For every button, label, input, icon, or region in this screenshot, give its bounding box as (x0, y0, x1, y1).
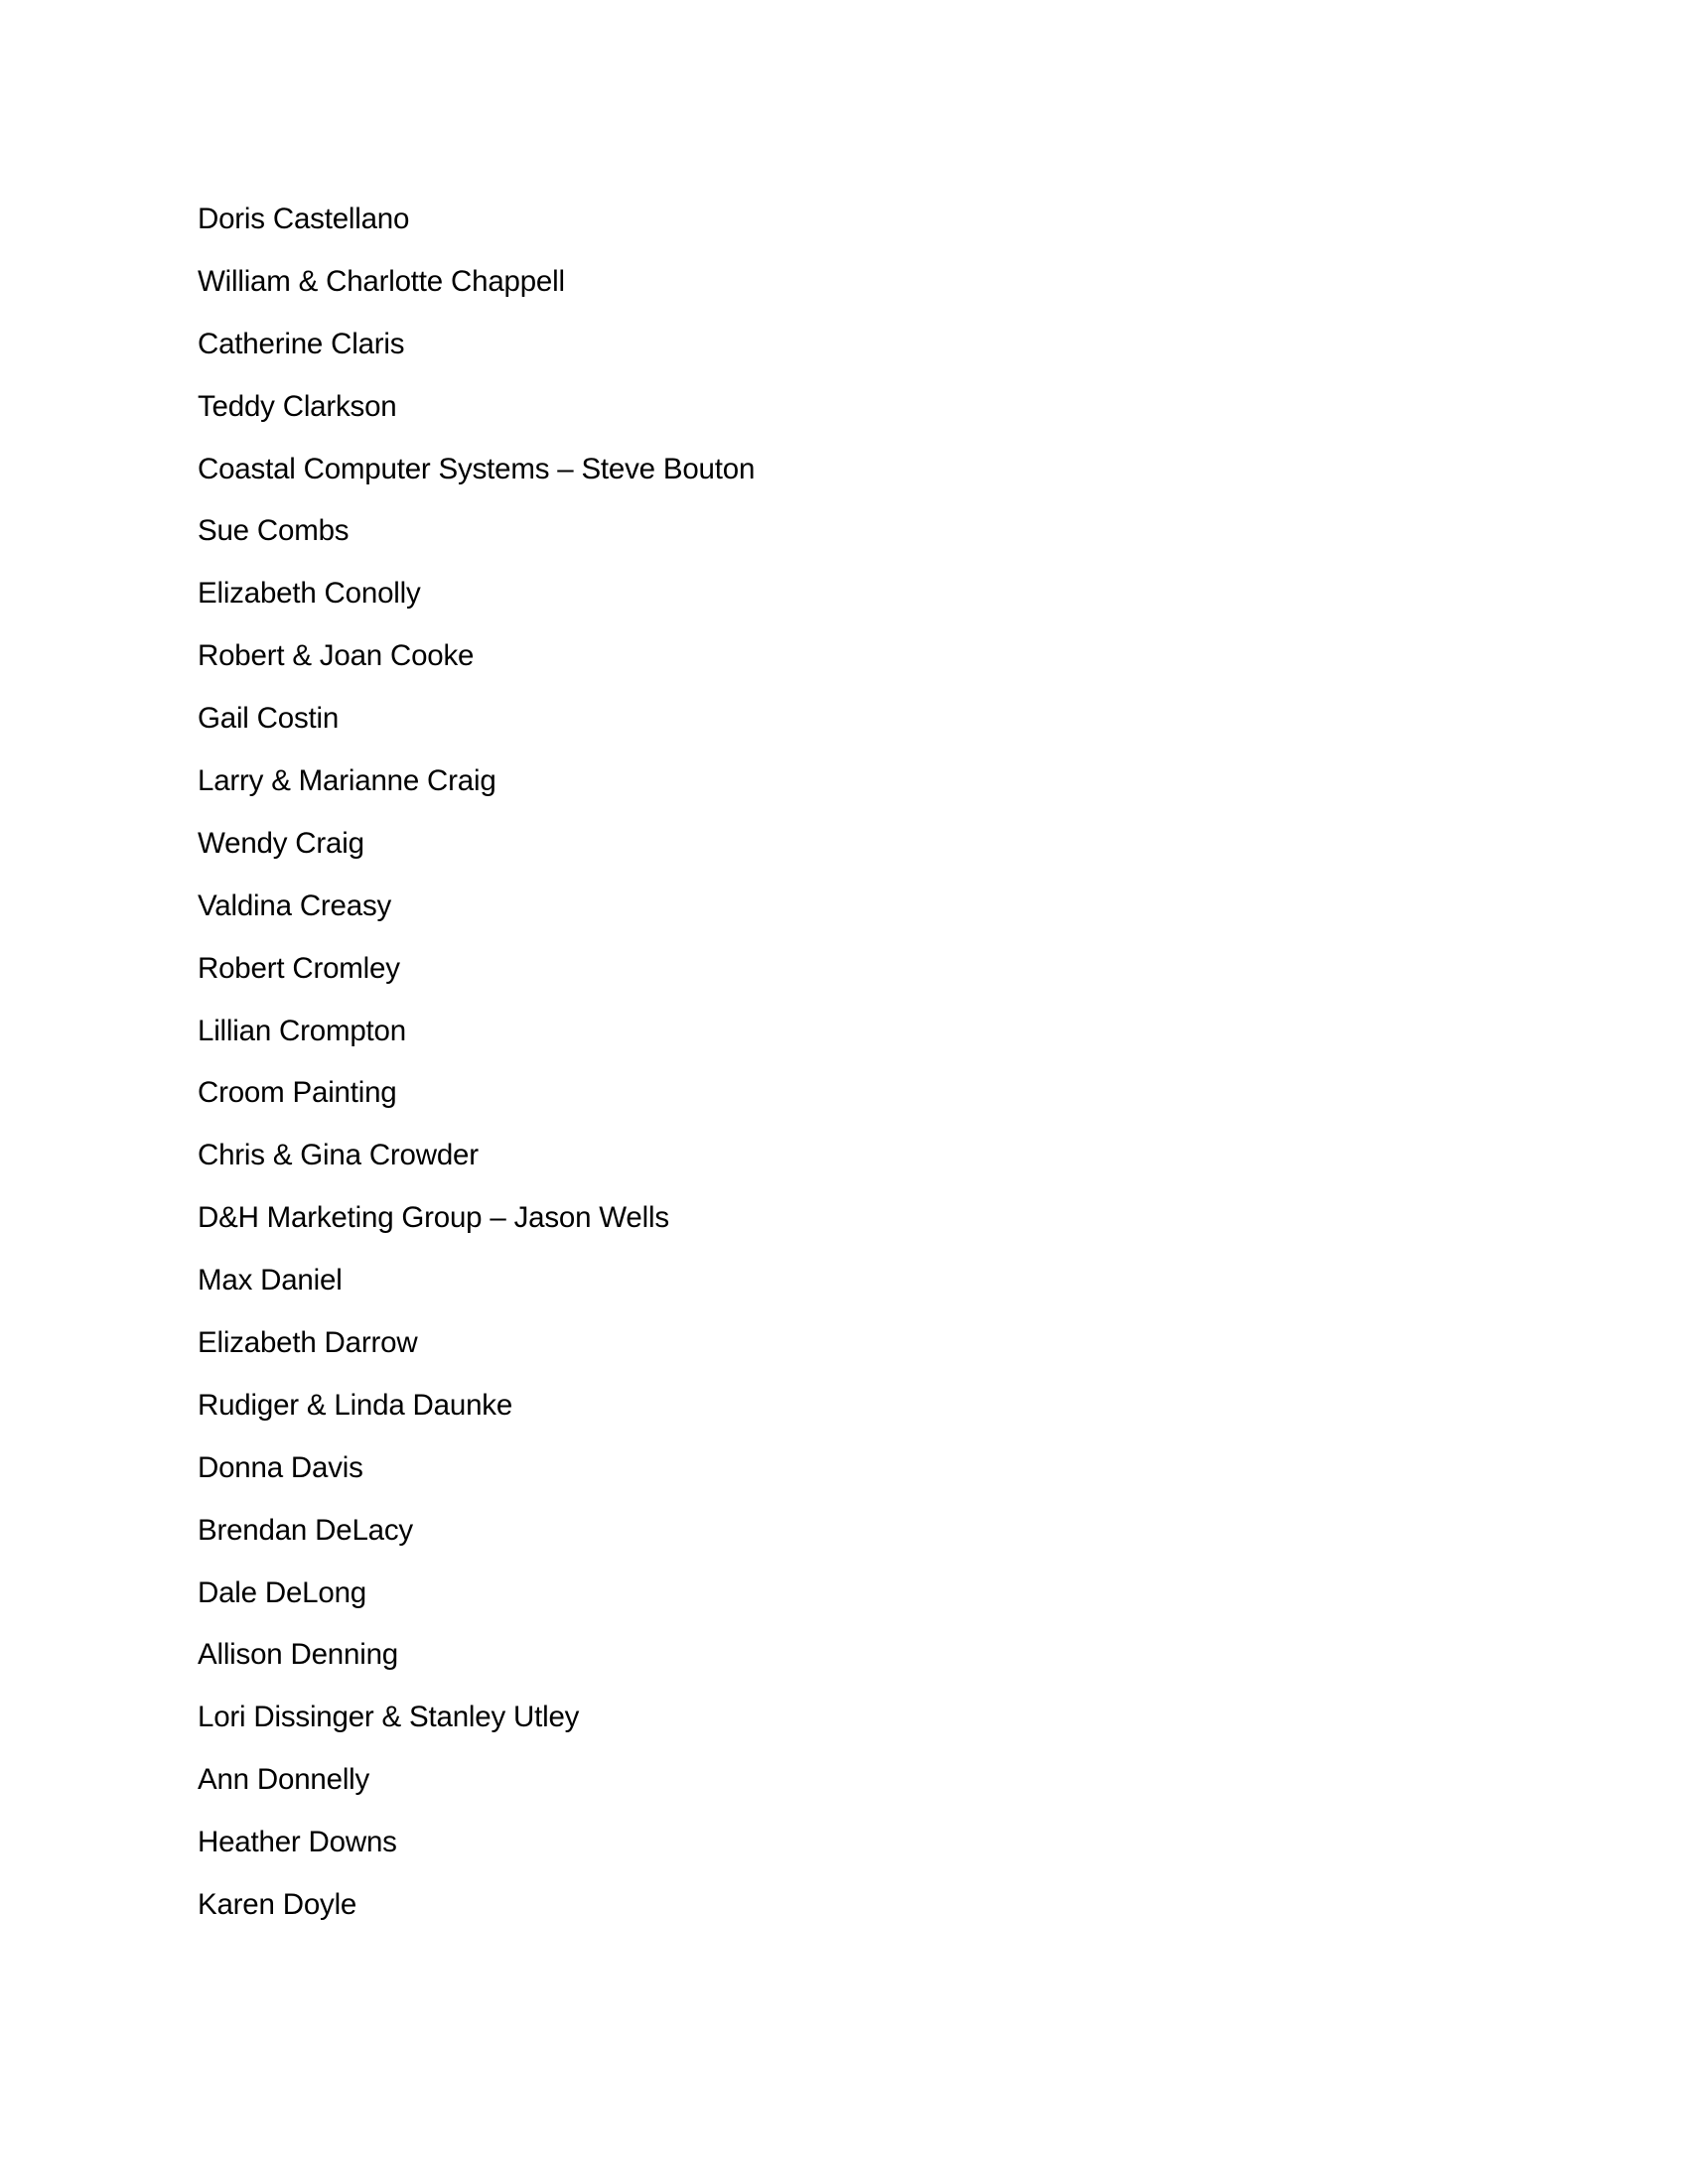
list-item: Doris Castellano (198, 203, 410, 235)
list-item: Croom Painting (198, 1076, 397, 1110)
list-item: Brendan DeLacy (198, 1513, 413, 1547)
list-item: Robert & Joan Cooke (198, 639, 475, 673)
list-item: Lillian Crompton (198, 1014, 406, 1047)
name-list (198, 202, 755, 1950)
list-item: Wendy Craig (198, 826, 364, 860)
list-item: Dale DeLong (198, 1575, 367, 1609)
list-item: Valdina Creasy (198, 888, 392, 922)
list-item: William & Charlotte Chappell (198, 264, 565, 298)
list-item: Rudiger & Linda Daunke (198, 1388, 513, 1422)
list-item: Allison Denning (198, 1638, 398, 1672)
list-item: Catherine Claris (198, 327, 405, 360)
list-item: Larry & Marianne Craig (198, 764, 496, 798)
list-item: Elizabeth Conolly (198, 577, 421, 611)
list-item: D&H Marketing Group – Jason Wells (198, 1201, 669, 1235)
list-item: Max Daniel (198, 1264, 343, 1297)
list-item: Coastal Computer Systems – Steve Bouton (198, 452, 756, 485)
list-item: Karen Doyle (198, 1888, 357, 1922)
list-item: Sue Combs (198, 514, 350, 548)
list-item: Chris & Gina Crowder (198, 1139, 479, 1172)
list-item: Elizabeth Darrow (198, 1326, 418, 1360)
list-item: Lori Dissinger & Stanley Utley (198, 1701, 580, 1734)
list-item: Gail Costin (198, 702, 340, 736)
list-item: Donna Davis (198, 1450, 363, 1484)
list-item: Teddy Clarkson (198, 389, 397, 423)
list-item: Robert Cromley (198, 951, 400, 985)
list-item: Ann Donnelly (198, 1763, 370, 1797)
list-item: Heather Downs (198, 1826, 397, 1859)
